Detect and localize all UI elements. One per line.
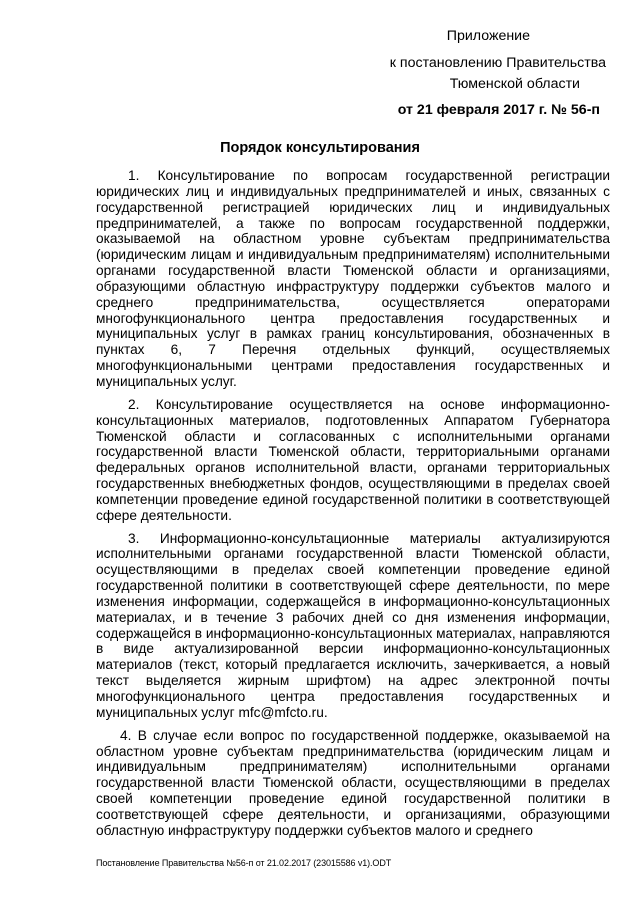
paragraph-4: 4. В случае если вопрос по государственной поддержке, оказываемой на областном уровне субъектам предпринимательства (юридическим лицам и индивидуальным предпринимателям) исполнительными органами государственной власти Тюменской области, осуществляющими в пределах своей компетенции проведение единой государственной политики в соответствующей сфере деятельности, и организациями, образующими областную инфраструктуру поддержки субъектов малого и среднего bbox=[96, 727, 610, 838]
paragraph-3: 3. Информационно-консультационные материалы актуализируются исполнительными органами государственной власти Тюменской области, осуществляющими в пределах своей компетенции проведение единой государственной политики в соответствующей сфере деятельности, по мере изменения информации, содержащейся в информационно-консультационных материалах, и в течение 3 рабочих дней со дня изменения информации, содержащейся в информационно-консультационных материалах, направляются в виде актуализированной версии информационно-консультационных материалов (текст, который предлагается исключить, зачеркивается, а новый текст выделяется жирным шрифтом) на адрес электронной почты многофункционального центра предоставления государственных и муниципальных услуг mfc@mfcto.ru. bbox=[96, 530, 610, 720]
document-title: Порядок консультирования bbox=[220, 140, 420, 156]
paragraph-2: 2. Консультирование осуществляется на основе информационно-консультационных материалов, подготовленных Аппаратом Губернатора Тюменской области и согласованных с исполнительными органами государственной власти Тюменской области, территориальными органами федеральных органов исполнительной власти, органами территориальных государственных внебюджетных фондов, осуществляющими в пределах своей компетенции проведение единой государственной политики в соответствующей сфере деятельности. bbox=[96, 396, 610, 523]
document-body bbox=[96, 168, 610, 846]
appendix-label: Приложение bbox=[446, 28, 530, 44]
paragraph-1: 1. Консультирование по вопросам государственной регистрации юридических лиц и индивидуальных предпринимателей и иных, связанных с государственной регистрацией юридических лиц и индивидуальных предпринимателей, а также по вопросам государственной поддержки, оказываемой на областном уровне субъектам предпринимательства (юридическим лицам и индивидуальным предпринимателям) исполнительными органами государственной власти Тюменской области и организациями, образующими областную инфраструктуру поддержки субъектов малого и среднего предпринимательства, осуществляется операторами многофункционального центра предоставления государственных и муниципальных услуг в рамках границ консультирования, обозначенных в пунктах 6, 7 Перечня отдельных функций, осуществляемых многофункциональными центрами предоставления государственных и муниципальных услуг. bbox=[96, 168, 610, 389]
region-name: Тюменской области bbox=[449, 76, 580, 92]
resolution-date-number: от 21 февраля 2017 г. № 56-п bbox=[397, 102, 600, 118]
resolution-reference: к постановлению Правительства bbox=[389, 55, 606, 71]
file-footer: Постановление Правительства №56-п от 21.02.2017 (23015586 v1).ODT bbox=[96, 858, 392, 868]
